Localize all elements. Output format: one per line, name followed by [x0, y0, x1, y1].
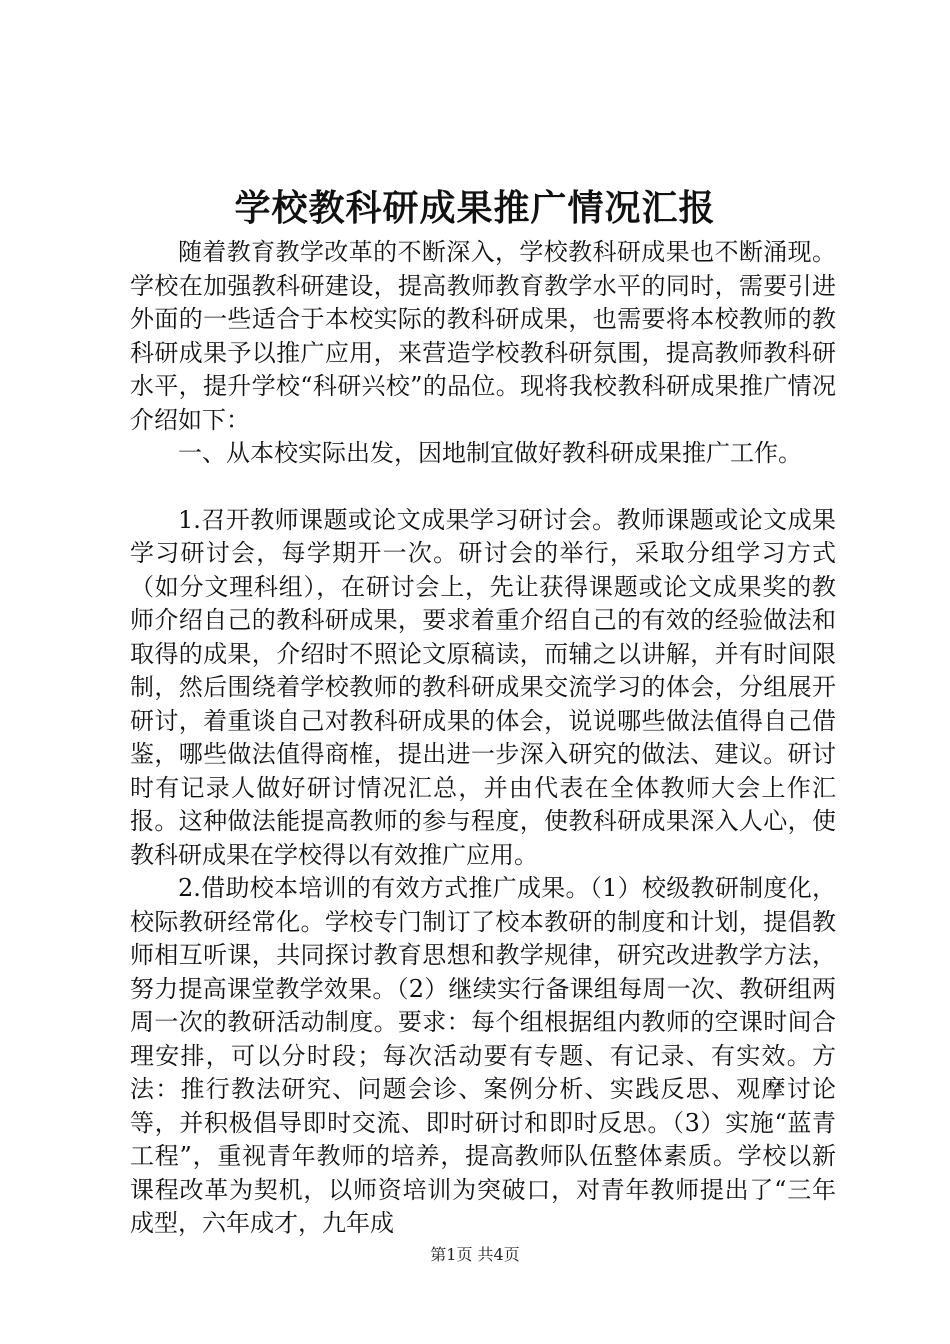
document-body: [130, 236, 836, 1241]
section-heading-1: 一、从本校实际出发，因地制宜做好教科研成果推广工作。: [178, 439, 802, 467]
page-number-footer: 第1页 共4页: [430, 1245, 520, 1264]
paragraph-item-2: 2.借助校本培训的有效方式推广成果。（1）校级教研制度化，校际教研经常化。学校专门制订了校本教研的制度和计划，提倡教师相互听课，共同探讨教育思想和教学规律，研究改进教学方法，努力提高课堂教学效果。（2）继续实行备课组每周一次、教研组两周一次的教研活动制度。要求：每个组根据组内教师的空课时间合理安排，可以分时段；每次活动要有专题、有记录、有实效。方法：推行教法研究、问题会诊、案例分析、实践反思、观摩讨论等，并积极倡导即时交流、即时研讨和即时反思。（3）实施“蓝青工程”，重视青年教师的培养，提高教师队伍整体素质。学校以新课程改革为契机，以师资培训为突破口，对青年教师提出了“三年成型，六年成才，九年成: [130, 874, 836, 1237]
document-title: 学校教科研成果推广情况汇报: [234, 187, 716, 229]
paragraph-item-1: 1.召开教师课题或论文成果学习研讨会。教师课题或论文成果学习研讨会，每学期开一次。研讨会的举行，采取分组学习方式（如分文理科组），在研讨会上，先让获得课题或论文成果奖的教师介绍自己的教科研成果，要求着重介绍自己的有效的经验做法和取得的成果，介绍时不照论文原稿读，而辅之以讲解，并有时间限制，然后围绕着学校教师的教科研成果交流学习的体会，分组展开研讨，着重谈自己对教科研成果的体会，说说哪些做法值得自己借鉴，哪些做法值得商榷，提出进一步深入研究的做法、建议。研讨时有记录人做好研讨情况汇总，并由代表在全体教师大会上作汇报。这种做法能提高教师的参与程度，使教科研成果深入人心，使教科研成果在学校得以有效推广应用。: [130, 505, 836, 869]
paragraph-intro: 随着教育教学改革的不断深入，学校教科研成果也不断涌现。学校在加强教科研建设，提高教师教育教学水平的同时，需要引进外面的一些适合于本校实际的教科研成果，也需要将本校教师的教科研成果予以推广应用，来营造学校教科研氛围，提高教师教科研水平，提升学校“科研兴校”的品位。现将我校教科研成果推广情况介绍如下：: [130, 238, 836, 434]
